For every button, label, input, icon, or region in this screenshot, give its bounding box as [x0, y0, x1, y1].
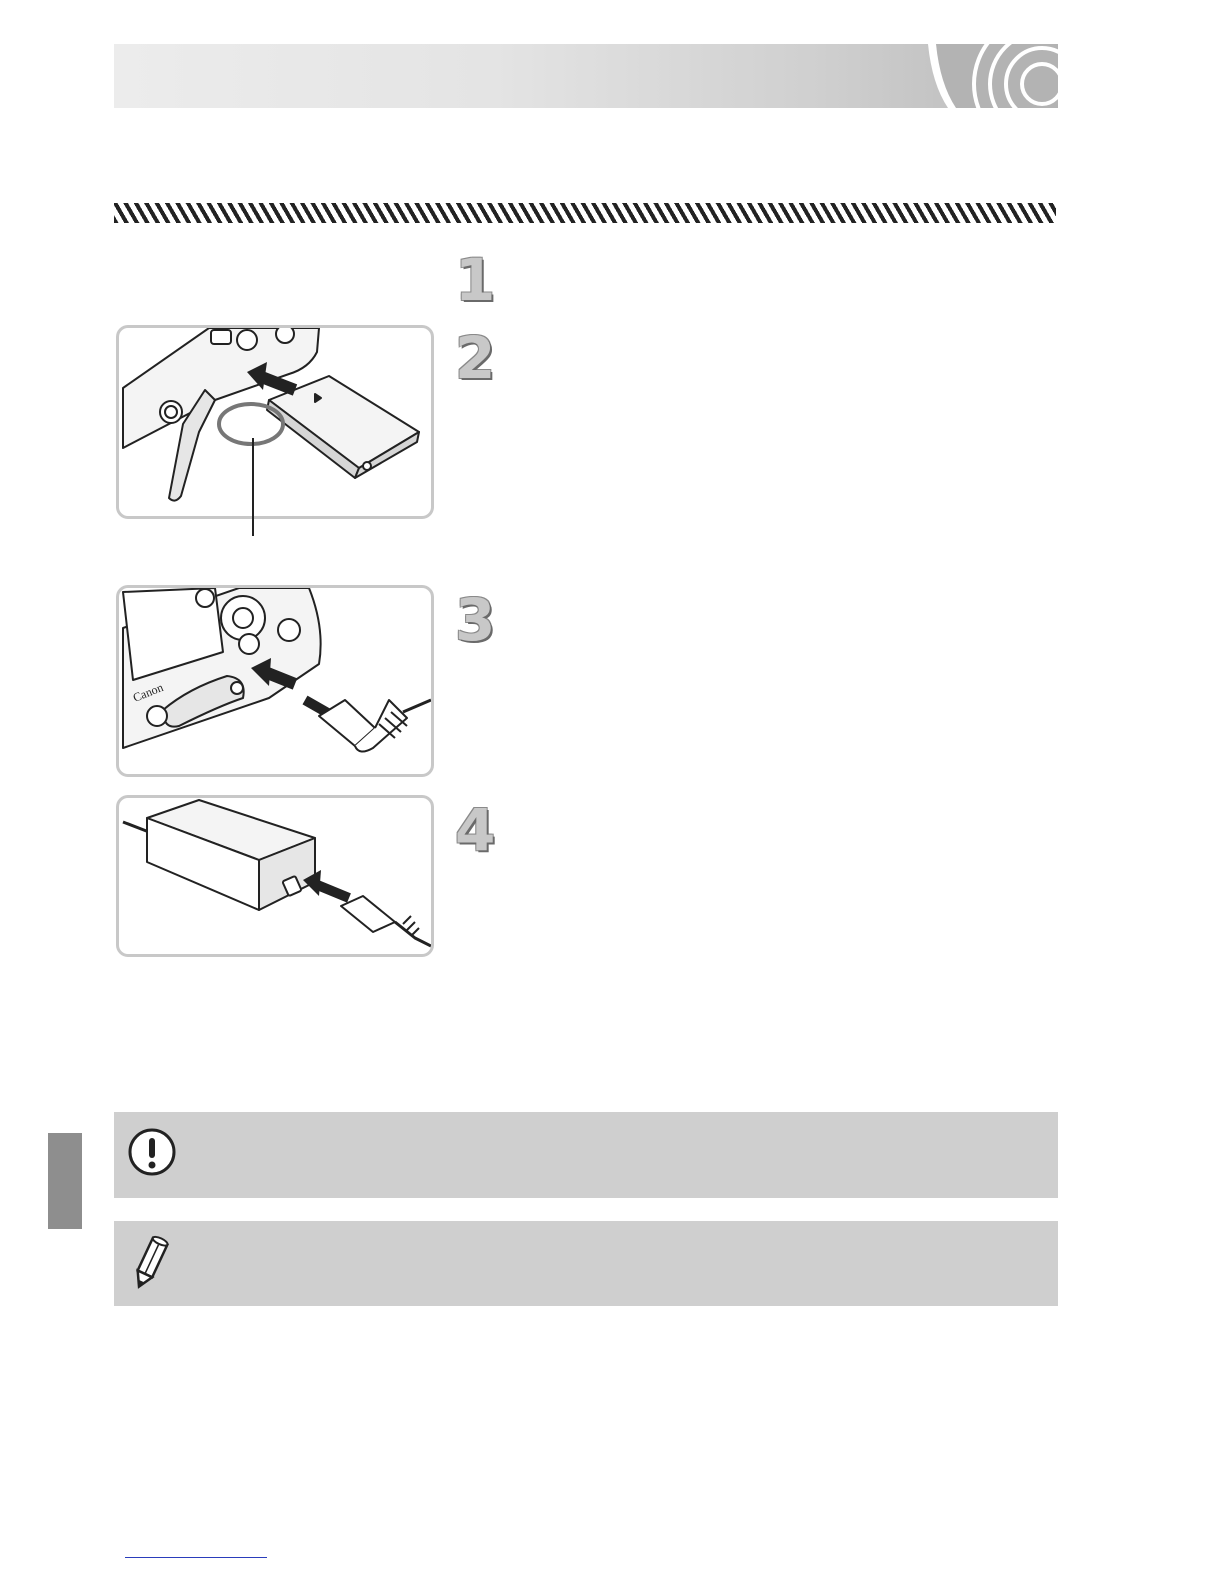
caution-note — [114, 1112, 1058, 1198]
section-divider — [114, 203, 1056, 223]
camera-brand-label: Canon — [130, 680, 166, 705]
chapter-header-band — [114, 44, 1058, 108]
chapter-side-tab — [48, 1133, 82, 1229]
dc-coupler-illustration — [116, 585, 434, 777]
terminal-callout-line — [252, 438, 254, 536]
exclamation-icon — [126, 1126, 178, 1178]
step-number-1: 1 — [455, 246, 496, 314]
power-adapter-drawing — [119, 798, 431, 954]
header-arc-decoration — [918, 44, 1058, 108]
step-number-4: 4 — [455, 796, 496, 864]
step-number-2: 2 — [455, 324, 496, 392]
step-number-3: 3 — [455, 586, 496, 654]
memo-note — [114, 1221, 1058, 1306]
power-adapter-illustration — [116, 795, 434, 957]
pencil-icon — [126, 1235, 174, 1291]
dc-coupler-drawing — [119, 588, 431, 774]
battery-insertion-illustration — [116, 325, 434, 519]
footer-link[interactable] — [125, 1557, 267, 1558]
battery-camera-drawing — [119, 328, 431, 516]
